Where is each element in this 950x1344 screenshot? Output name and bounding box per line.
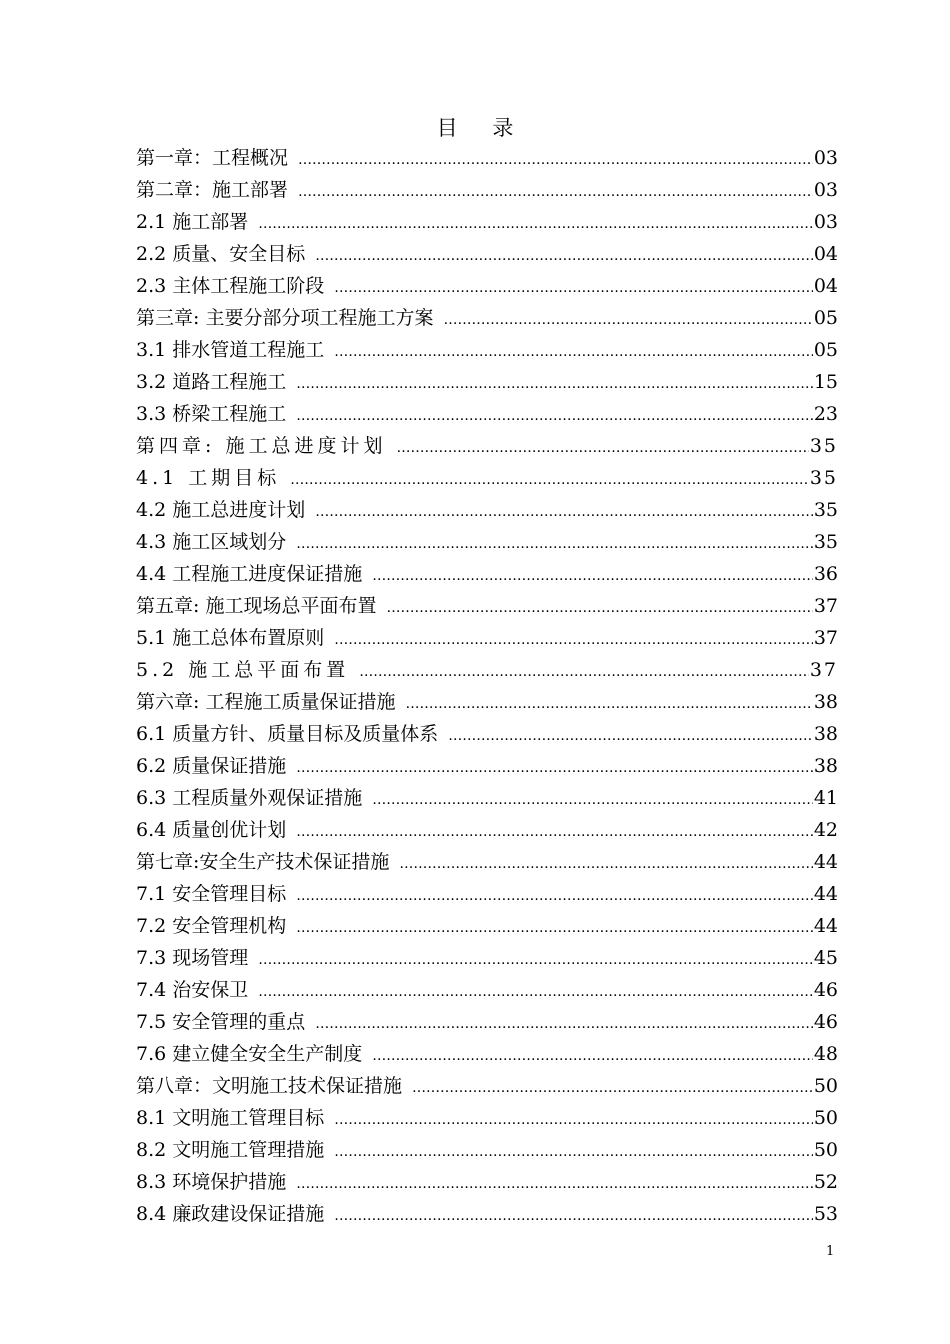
toc-entry[interactable] xyxy=(136,1134,838,1166)
toc-entry-page: 38 xyxy=(813,691,838,713)
toc-entry-page: 45 xyxy=(813,947,838,969)
toc-entry[interactable] xyxy=(136,1198,838,1230)
toc-entry[interactable] xyxy=(136,206,838,238)
toc-entry-page: 05 xyxy=(813,307,838,329)
toc-leader-dots xyxy=(334,1104,813,1134)
toc-entry-page: 50 xyxy=(813,1107,838,1129)
toc-entry-label: 6.1 质量方针、质量目标及质量体系 xyxy=(136,723,439,745)
toc-entry-label: 7.1 安全管理目标 xyxy=(136,883,287,905)
toc-entry[interactable] xyxy=(136,526,838,558)
toc-entry-page: 35 xyxy=(813,499,838,521)
toc-entry-label: 第七章:安全生产技术保证措施 xyxy=(136,851,390,873)
toc-entry[interactable] xyxy=(136,782,838,814)
toc-entry-page: 37 xyxy=(813,595,838,617)
toc-entry-page: 44 xyxy=(813,851,838,873)
toc-entry-label: 6.4 质量创优计划 xyxy=(136,819,287,841)
toc-entry[interactable] xyxy=(136,558,838,590)
toc-leader-dots xyxy=(334,1136,813,1166)
toc-leader-dots xyxy=(296,528,813,558)
toc-entry-page: 46 xyxy=(813,979,838,1001)
toc-entry-label: 第一章：工程概况 xyxy=(136,147,289,169)
toc-entry-label: 8.3 环境保护措施 xyxy=(136,1171,287,1193)
toc-entry-label: 2.1 施工部署 xyxy=(136,211,249,233)
toc-leader-dots xyxy=(296,816,813,846)
toc-leader-dots xyxy=(296,912,813,942)
toc-entry[interactable] xyxy=(136,1166,838,1198)
toc-entry-page: 05 xyxy=(813,339,838,361)
toc-entry-page: 35 xyxy=(809,467,838,489)
toc-leader-dots xyxy=(296,1168,813,1198)
toc-entry-page: 04 xyxy=(813,243,838,265)
toc-entry-label: 2.3 主体工程施工阶段 xyxy=(136,275,325,297)
toc-entry-page: 42 xyxy=(813,819,838,841)
toc-entry-label: 6.2 质量保证措施 xyxy=(136,755,287,777)
toc-entry[interactable] xyxy=(136,142,838,174)
toc-entry[interactable] xyxy=(136,910,838,942)
toc-entry-label: 第八章：文明施工技术保证措施 xyxy=(136,1075,403,1097)
toc-leader-dots xyxy=(315,1008,813,1038)
toc-leader-dots xyxy=(386,592,812,622)
toc-entry-label: 4.2 施工总进度计划 xyxy=(136,499,306,521)
toc-leader-dots xyxy=(334,336,813,366)
toc-entry-label: 7.4 治安保卫 xyxy=(136,979,249,1001)
toc-entry-label: 4.3 施工区域划分 xyxy=(136,531,287,553)
toc-entry[interactable] xyxy=(136,622,838,654)
toc-entry-label: 第四章: 施工总进度计划 xyxy=(136,435,387,457)
toc-entry-page: 53 xyxy=(813,1203,838,1225)
toc-entry-page: 03 xyxy=(813,179,838,201)
toc-leader-dots xyxy=(258,944,813,974)
toc-entry[interactable] xyxy=(136,1070,838,1102)
toc-entry-page: 15 xyxy=(813,371,838,393)
toc-leader-dots xyxy=(296,368,813,398)
toc-title: 目 录 xyxy=(436,116,528,140)
toc-leader-dots xyxy=(405,688,812,718)
toc-leader-dots xyxy=(334,624,813,654)
toc-entry[interactable] xyxy=(136,270,838,302)
toc-leader-dots xyxy=(443,304,812,334)
toc-entry[interactable] xyxy=(136,654,838,686)
toc-entry-page: 36 xyxy=(813,563,838,585)
toc-leader-dots xyxy=(298,176,813,206)
toc-entry-page: 03 xyxy=(813,147,838,169)
toc-entry-page: 35 xyxy=(813,531,838,553)
toc-entry-label: 第六章: 工程施工质量保证措施 xyxy=(136,691,396,713)
toc-entry-page: 50 xyxy=(813,1075,838,1097)
toc-leader-dots xyxy=(359,656,809,686)
toc-entry[interactable] xyxy=(136,302,838,334)
toc-entry-page: 52 xyxy=(813,1171,838,1193)
toc-entry-label: 第五章: 施工现场总平面布置 xyxy=(136,595,377,617)
toc-entry-label: 4.1 工期目标 xyxy=(136,467,281,489)
toc-leader-dots xyxy=(448,720,813,750)
toc-leader-dots xyxy=(290,464,809,494)
toc-leader-dots xyxy=(372,560,813,590)
toc-entry-page: 23 xyxy=(813,403,838,425)
toc-entry[interactable] xyxy=(136,462,838,494)
toc-entry-page: 37 xyxy=(809,659,838,681)
toc-entry-label: 7.5 安全管理的重点 xyxy=(136,1011,306,1033)
toc-leader-dots xyxy=(298,144,813,174)
toc-entry[interactable] xyxy=(136,334,838,366)
toc-leader-dots xyxy=(315,496,813,526)
toc-entry-label: 5.1 施工总体布置原则 xyxy=(136,627,325,649)
toc-leader-dots xyxy=(296,400,813,430)
toc-leader-dots xyxy=(372,784,813,814)
toc-entry[interactable] xyxy=(136,1006,838,1038)
toc-leader-dots xyxy=(296,880,813,910)
toc-entry-page: 44 xyxy=(813,915,838,937)
toc-entry[interactable] xyxy=(136,1102,838,1134)
toc-entry-label: 3.2 道路工程施工 xyxy=(136,371,287,393)
toc-leader-dots xyxy=(412,1072,813,1102)
table-of-contents xyxy=(136,142,838,1230)
toc-leader-dots xyxy=(315,240,813,270)
toc-entry[interactable] xyxy=(136,974,838,1006)
toc-entry[interactable] xyxy=(136,430,838,462)
toc-entry[interactable] xyxy=(136,878,838,910)
toc-entry-page: 35 xyxy=(809,435,838,457)
toc-entry-label: 7.3 现场管理 xyxy=(136,947,249,969)
toc-entry-label: 5.2 施工总平面布置 xyxy=(136,659,350,681)
toc-entry-label: 6.3 工程质量外观保证措施 xyxy=(136,787,363,809)
toc-entry[interactable] xyxy=(136,942,838,974)
toc-leader-dots xyxy=(396,432,808,462)
toc-entry[interactable] xyxy=(136,238,838,270)
toc-leader-dots xyxy=(258,976,813,1006)
toc-entry-label: 7.2 安全管理机构 xyxy=(136,915,287,937)
toc-leader-dots xyxy=(399,848,812,878)
toc-entry-label: 第三章: 主要分部分项工程施工方案 xyxy=(136,307,434,329)
toc-entry[interactable] xyxy=(136,846,838,878)
toc-entry[interactable] xyxy=(136,174,838,206)
toc-entry[interactable] xyxy=(136,366,838,398)
toc-entry-label: 7.6 建立健全安全生产制度 xyxy=(136,1043,363,1065)
toc-entry-label: 第二章：施工部署 xyxy=(136,179,289,201)
toc-entry-page: 38 xyxy=(813,755,838,777)
toc-entry-page: 37 xyxy=(813,627,838,649)
toc-entry-label: 3.1 排水管道工程施工 xyxy=(136,339,325,361)
toc-entry-label: 8.4 廉政建设保证措施 xyxy=(136,1203,325,1225)
toc-entry-page: 04 xyxy=(813,275,838,297)
toc-entry-label: 3.3 桥梁工程施工 xyxy=(136,403,287,425)
toc-entry[interactable] xyxy=(136,590,838,622)
toc-entry[interactable] xyxy=(136,814,838,846)
page-number: 1 xyxy=(826,1244,835,1259)
toc-entry[interactable] xyxy=(136,750,838,782)
toc-entry-label: 8.1 文明施工管理目标 xyxy=(136,1107,325,1129)
toc-leader-dots xyxy=(372,1040,813,1070)
toc-entry[interactable] xyxy=(136,1038,838,1070)
toc-entry-page: 03 xyxy=(813,211,838,233)
toc-entry-page: 44 xyxy=(813,883,838,905)
toc-leader-dots xyxy=(334,1200,813,1230)
toc-entry-page: 38 xyxy=(813,723,838,745)
toc-leader-dots xyxy=(296,752,813,782)
toc-entry-label: 4.4 工程施工进度保证措施 xyxy=(136,563,363,585)
toc-entry-page: 48 xyxy=(813,1043,838,1065)
toc-leader-dots xyxy=(258,208,813,238)
toc-entry-label: 8.2 文明施工管理措施 xyxy=(136,1139,325,1161)
toc-entry[interactable] xyxy=(136,494,838,526)
toc-entry-page: 46 xyxy=(813,1011,838,1033)
toc-entry-label: 2.2 质量、安全目标 xyxy=(136,243,306,265)
toc-entry[interactable] xyxy=(136,686,838,718)
toc-entry-page: 50 xyxy=(813,1139,838,1161)
toc-entry-page: 41 xyxy=(813,787,838,809)
toc-leader-dots xyxy=(334,272,813,302)
toc-entry[interactable] xyxy=(136,398,838,430)
toc-entry[interactable] xyxy=(136,718,838,750)
